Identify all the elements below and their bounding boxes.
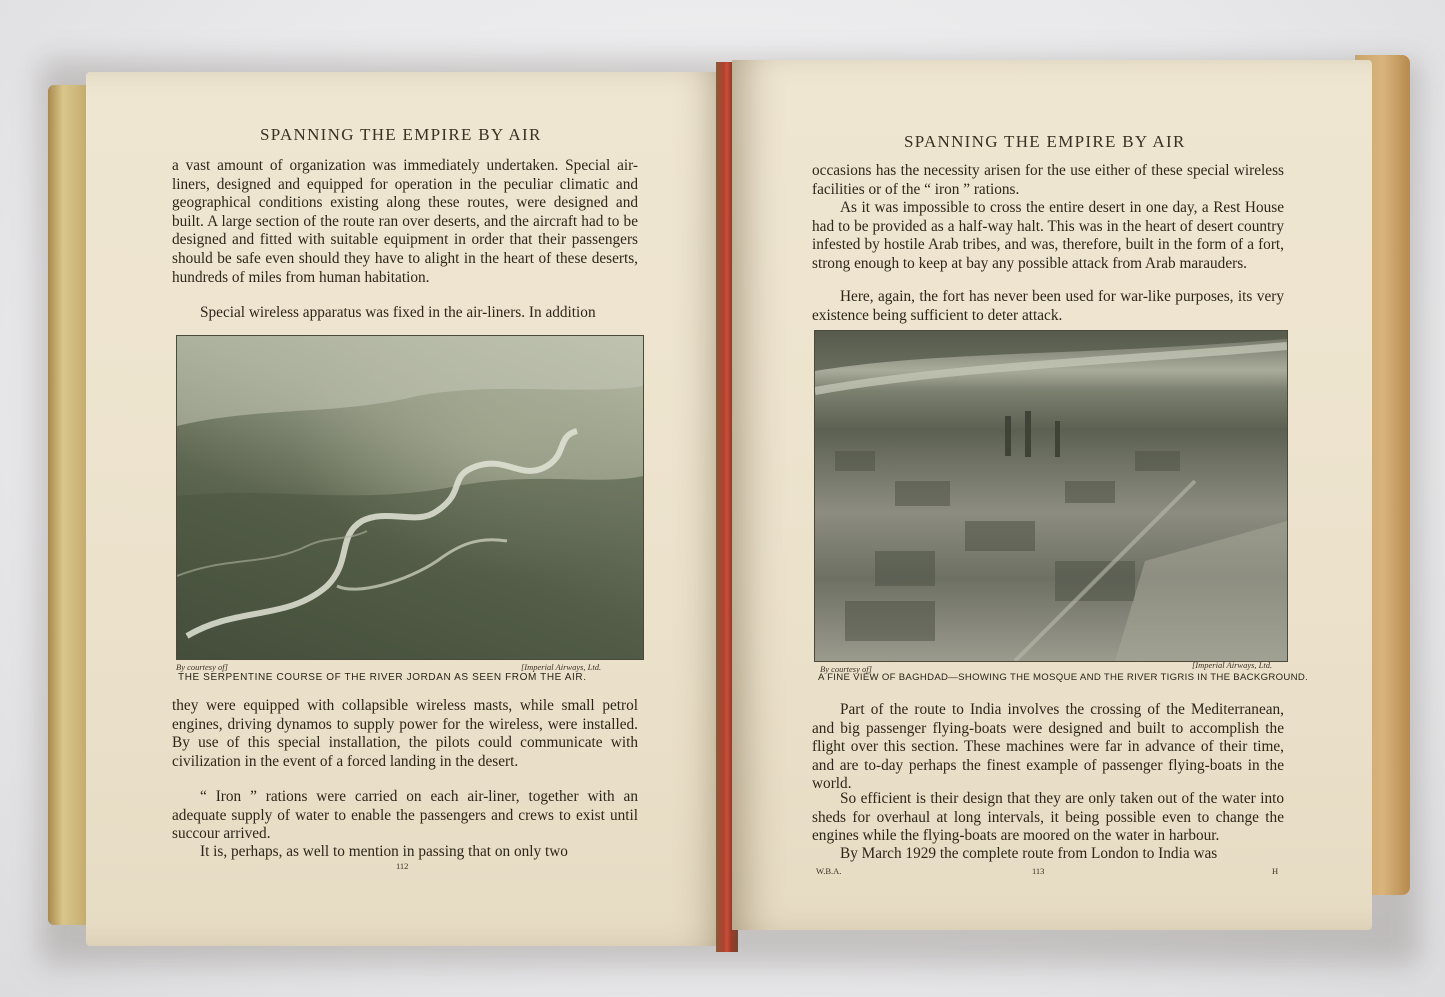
right-page-number: 113 <box>1032 866 1045 876</box>
sheet-mark: H <box>1272 866 1279 876</box>
river-jordan-photo <box>176 335 644 660</box>
river-jordan-illustration <box>177 336 643 659</box>
left-page <box>86 72 726 946</box>
left-paragraph-3: they were equipped with collapsible wireless masts, while small petrol engines, driving dynamos to supply power for the wireless, were installed. By use of this special installation, the pilots could communicate with civilization in the event of a forced landing in the desert. <box>172 697 638 770</box>
left-paragraph-1: a vast amount of organization was immediately undertaken. Special air-liners, designed and equipped for operation in the peculiar climatic and geographical conditions existing along these routes, were designed and built. A large section of the route ran over deserts, and the aircraft had to be designed and fitted with suitable equipment in order that their passengers should be safe even should they have to alight in the heart of these deserts, hundreds of miles from human habitation. <box>172 157 638 286</box>
right-photo-credit-left: By courtesy of] <box>820 664 872 674</box>
left-photo-credit-right: [Imperial Airways, Ltd. <box>521 662 602 672</box>
right-paragraph-6: By March 1929 the complete route from London to India was <box>840 845 1218 862</box>
left-paragraph-4: “ Iron ” rations were carried on each air-liner, together with an adequate supply of water to enable the passengers and crews to exist until succour arrived. <box>172 788 638 843</box>
left-photo-credit-left: By courtesy of] <box>176 662 228 672</box>
left-paragraph-2: Special wireless apparatus was fixed in the air-liners. In addition <box>200 304 596 321</box>
left-photo-caption: THE SERPENTINE COURSE OF THE RIVER JORDAN AS SEEN FROM THE AIR. <box>178 672 587 683</box>
signature-mark: W.B.A. <box>816 866 842 876</box>
right-photo-caption: A FINE VIEW OF BAGHDAD—SHOWING THE MOSQUE AND THE RIVER TIGRIS IN THE BACKGROUND. <box>818 672 1309 683</box>
right-paragraph-3: Here, again, the fort has never been used for war-like purposes, its very existence being sufficient to deter attack. <box>812 288 1284 324</box>
left-page-number: 112 <box>396 861 409 871</box>
baghdad-illustration <box>815 331 1287 661</box>
right-photo-credit-right: [Imperial Airways, Ltd. <box>1192 660 1273 670</box>
left-running-head: SPANNING THE EMPIRE BY AIR <box>260 125 542 144</box>
right-paragraph-4: Part of the route to India involves the crossing of the Mediterranean, and big passenger flying-boats were designed and built to accomplish the flight over this section. These machines were far in advance of their time, and are to-day perhaps the finest example of passenger flying-boats in the world. <box>812 701 1284 793</box>
right-paragraph-5: So efficient is their design that they are only taken out of the water into sheds for overhaul at long intervals, it being possible even to change the engines while the flying-boats are moored on the water in harbour. <box>812 790 1284 845</box>
baghdad-photo <box>814 330 1288 662</box>
right-page <box>732 60 1372 930</box>
right-running-head: SPANNING THE EMPIRE BY AIR <box>904 132 1186 151</box>
left-paragraph-5: It is, perhaps, as well to mention in passing that on only two <box>200 843 568 860</box>
right-paragraph-2: As it was impossible to cross the entire desert in one day, a Rest House had to be provided as a half-way halt. This was in the heart of desert country infested by hostile Arab tribes, and was, therefore, built in the form of a fort, strong enough to keep at bay any possible attack from Arab marauders. <box>812 199 1284 272</box>
right-paragraph-1: occasions has the necessity arisen for the use either of these special wireless facilities or of the “ iron ” rations. <box>812 162 1284 198</box>
